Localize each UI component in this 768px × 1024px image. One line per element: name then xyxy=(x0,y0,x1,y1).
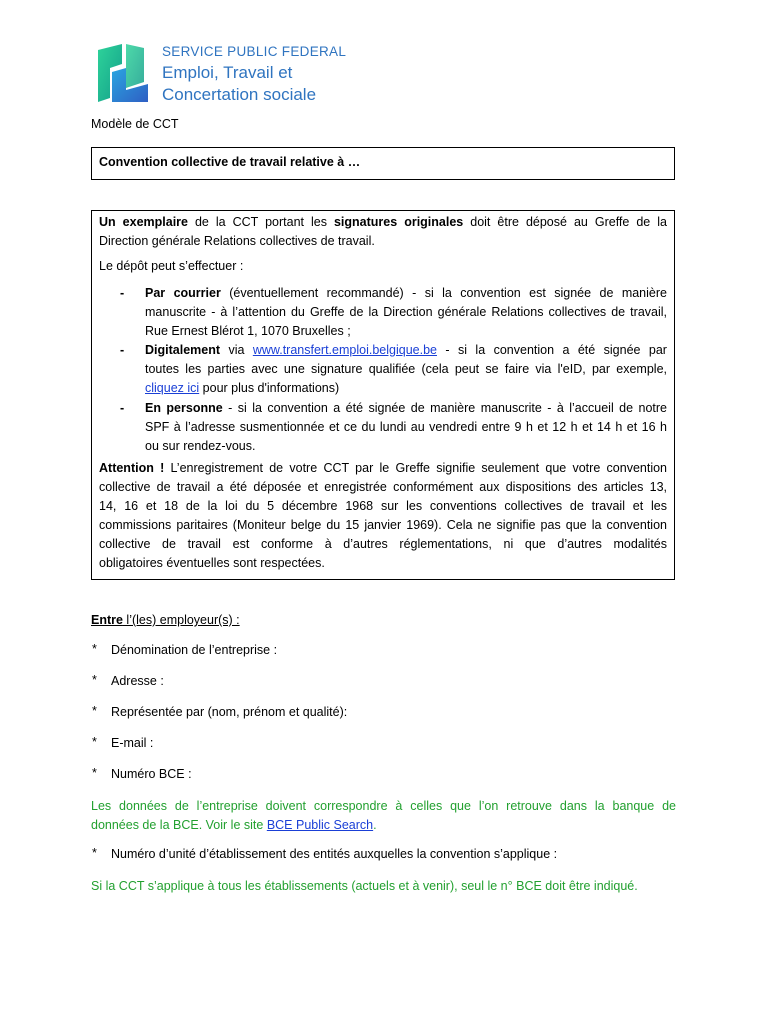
title-text: Convention collective de travail relative à … xyxy=(99,155,361,169)
org-line-2: Emploi, Travail et xyxy=(162,63,293,82)
title-box xyxy=(91,147,675,180)
bullet-digital: Digitalement via www.transfert.emploi.belgique.be - si la convention a été signée par toutes les parties avec une signature qualifiée (cela peut se faire via l'eID, par exemple, cliquez ici pour plus d'informations) xyxy=(145,343,667,395)
spf-logo xyxy=(92,42,382,108)
field-representee: Représentée par (nom, prénom et qualité): xyxy=(111,705,348,719)
field-unite-etablissement: Numéro d’unité d’établissement des entités auxquelles la convention s’applique : xyxy=(111,847,558,861)
bullet-courrier: Par courrier (éventuellement recommandé) - si la convention est signée de manière manuscrite - à l’attention du Greffe de la Direction générale Relations collectives de travail, Rue Ernest Blérot 1, 1070 Bruxelles ; xyxy=(145,286,667,338)
bce-note: Les données de l’entreprise doivent correspondre à celles que l’on retrouve dans la banque de données de la BCE. Voir le site BCE Public Search. xyxy=(91,799,676,832)
field-adresse: Adresse : xyxy=(111,674,164,688)
etablissements-note: Si la CCT s’applique à tous les établissements (actuels et à venir), seul le n° BCE doit être indiqué. xyxy=(91,879,638,893)
transfert-link[interactable]: www.transfert.emploi.belgique.be xyxy=(252,343,437,357)
org-line-1: SERVICE PUBLIC FEDERAL xyxy=(162,44,347,59)
entre-heading: Entre l’(les) employeur(s) : xyxy=(91,613,240,627)
document-page: SERVICE PUBLIC FEDERAL Emploi, Travail et Concertation sociale Modèle de CCT Convention collective de travail relative à … Un exemplaire de la CCT portant les signatures originales doit être déposé au Greffe de la Direction générale Relations collectives de travail. Le dépôt peut s’effectuer : - Par courrier (éventuellement recommandé) - si la convention est signée de manière manuscrite - à l’attention du Greffe de la Direction générale Relations collectives de travail, Rue Ernest Blérot 1, 1070 Bruxelles ; - Digitalement via www.transfert.emploi.belgique.be - si la convention a été signée par toutes les parties avec une signature qualifiée (cela peut se faire via l'eID, par exemple, cliquez ici pour plus d'informations) - En personne - si la convention a été signée de manière manuscrite - à l’accueil de notre SPF à l’adresse susmentionnée et ce du lundi au vendredi entre 9 h et 12 h et 14 h et 16 h ou sur rendez-vous. Attention ! L’enregistrement de votre CCT par le Greffe signifie seulement que votre convention collective de travail a été déposée et enregistrée conformément aux dispositions des articles 13, 14, 16 et 18 de la loi du 5 décembre 1968 sur les conventions collectives de travail et les commissions paritaires (Moniteur belge du 15 janvier 1969). Cela ne signifie pas que la convention collective de travail est conforme à d’autres réglementations, ni que d’autres modalités obligatoires éventuelles sont respectées. Entre l’(les) employeur(s) : * Dénomination de l’entreprise : * Adresse : * Représentée par (nom, prénom et qualité): * E-mail : * Numéro BCE : Les données de l’entreprise doivent correspondre à celles que l’on retrouve dans la banque de données de la BCE. Voir le site BCE Public Search. * Numéro d’unité d’établissement des entités auxquelles la convention s’applique : Si la CCT s’applique à tous les établissements (actuels et à venir), seul le n° BCE doit être indiqué. xyxy=(0,0,768,1024)
cliquez-ici-link[interactable]: cliquez ici xyxy=(145,381,200,395)
info-box: Un exemplaire de la CCT portant les signatures originales doit être déposé au Greffe de la Direction générale Relations collectives de travail. Le dépôt peut s’effectuer : - Par courrier (éventuellement recommandé) - si la convention est signée de manière manuscrite - à l’attention du Greffe de la Direction générale Relations collectives de travail, Rue Ernest Blérot 1, 1070 Bruxelles ; - Digitalement via www.transfert.emploi.belgique.be - si la convention a été signée par toutes les parties avec une signature qualifiée (cela peut se faire via l'eID, par exemple, cliquez ici pour plus d'informations) - En personne - si la convention a été signée de manière manuscrite - à l’accueil de notre SPF à l’adresse susmentionnée et ce du lundi au vendredi entre 9 h et 12 h et 14 h et 16 h ou sur rendez-vous. Attention ! L’enregistrement de votre CCT par le Greffe signifie seulement que votre convention collective de travail a été déposée et enregistrée conformément aux dispositions des articles 13, 14, 16 et 18 de la loi du 5 décembre 1968 sur les conventions collectives de travail et les commissions paritaires (Moniteur belge du 15 janvier 1969). Cela ne signifie pas que la convention collective de travail est conforme à d’autres réglementations, ni que d’autres modalités obligatoires éventuelles sont respectées. xyxy=(91,210,675,580)
field-numero-bce: Numéro BCE : xyxy=(111,767,192,781)
doc-label: Modèle de CCT xyxy=(91,117,179,131)
info-paragraph-1: Un exemplaire de la CCT portant les signatures originales doit être déposé au Greffe de la Direction générale Relations collectives de travail. xyxy=(99,215,667,248)
spf-logo-icon xyxy=(92,42,154,104)
attention-paragraph: Attention ! L’enregistrement de votre CCT par le Greffe signifie seulement que votre convention collective de travail a été déposée et enregistrée conformément aux dispositions des articles 13, 14, 16 et 18 de la loi du 5 décembre 1968 sur les conventions collectives de travail et les commissions paritaires (Moniteur belge du 15 janvier 1969). Cela ne signifie pas que la convention collective de travail est conforme à d’autres réglementations, ni que d’autres modalités obligatoires éventuelles sont respectées. xyxy=(99,461,667,570)
info-paragraph-2: Le dépôt peut s’effectuer : xyxy=(99,259,244,273)
field-denomination: Dénomination de l’entreprise : xyxy=(111,643,278,657)
bce-public-search-link[interactable]: BCE Public Search xyxy=(266,818,374,832)
field-email: E-mail : xyxy=(111,736,154,750)
org-line-3: Concertation sociale xyxy=(162,85,317,104)
bullet-personne: En personne - si la convention a été signée de manière manuscrite - à l’accueil de notre SPF à l’adresse susmentionnée et ce du lundi au vendredi entre 9 h et 12 h et 14 h et 16 h ou sur rendez-vous. xyxy=(145,401,667,453)
